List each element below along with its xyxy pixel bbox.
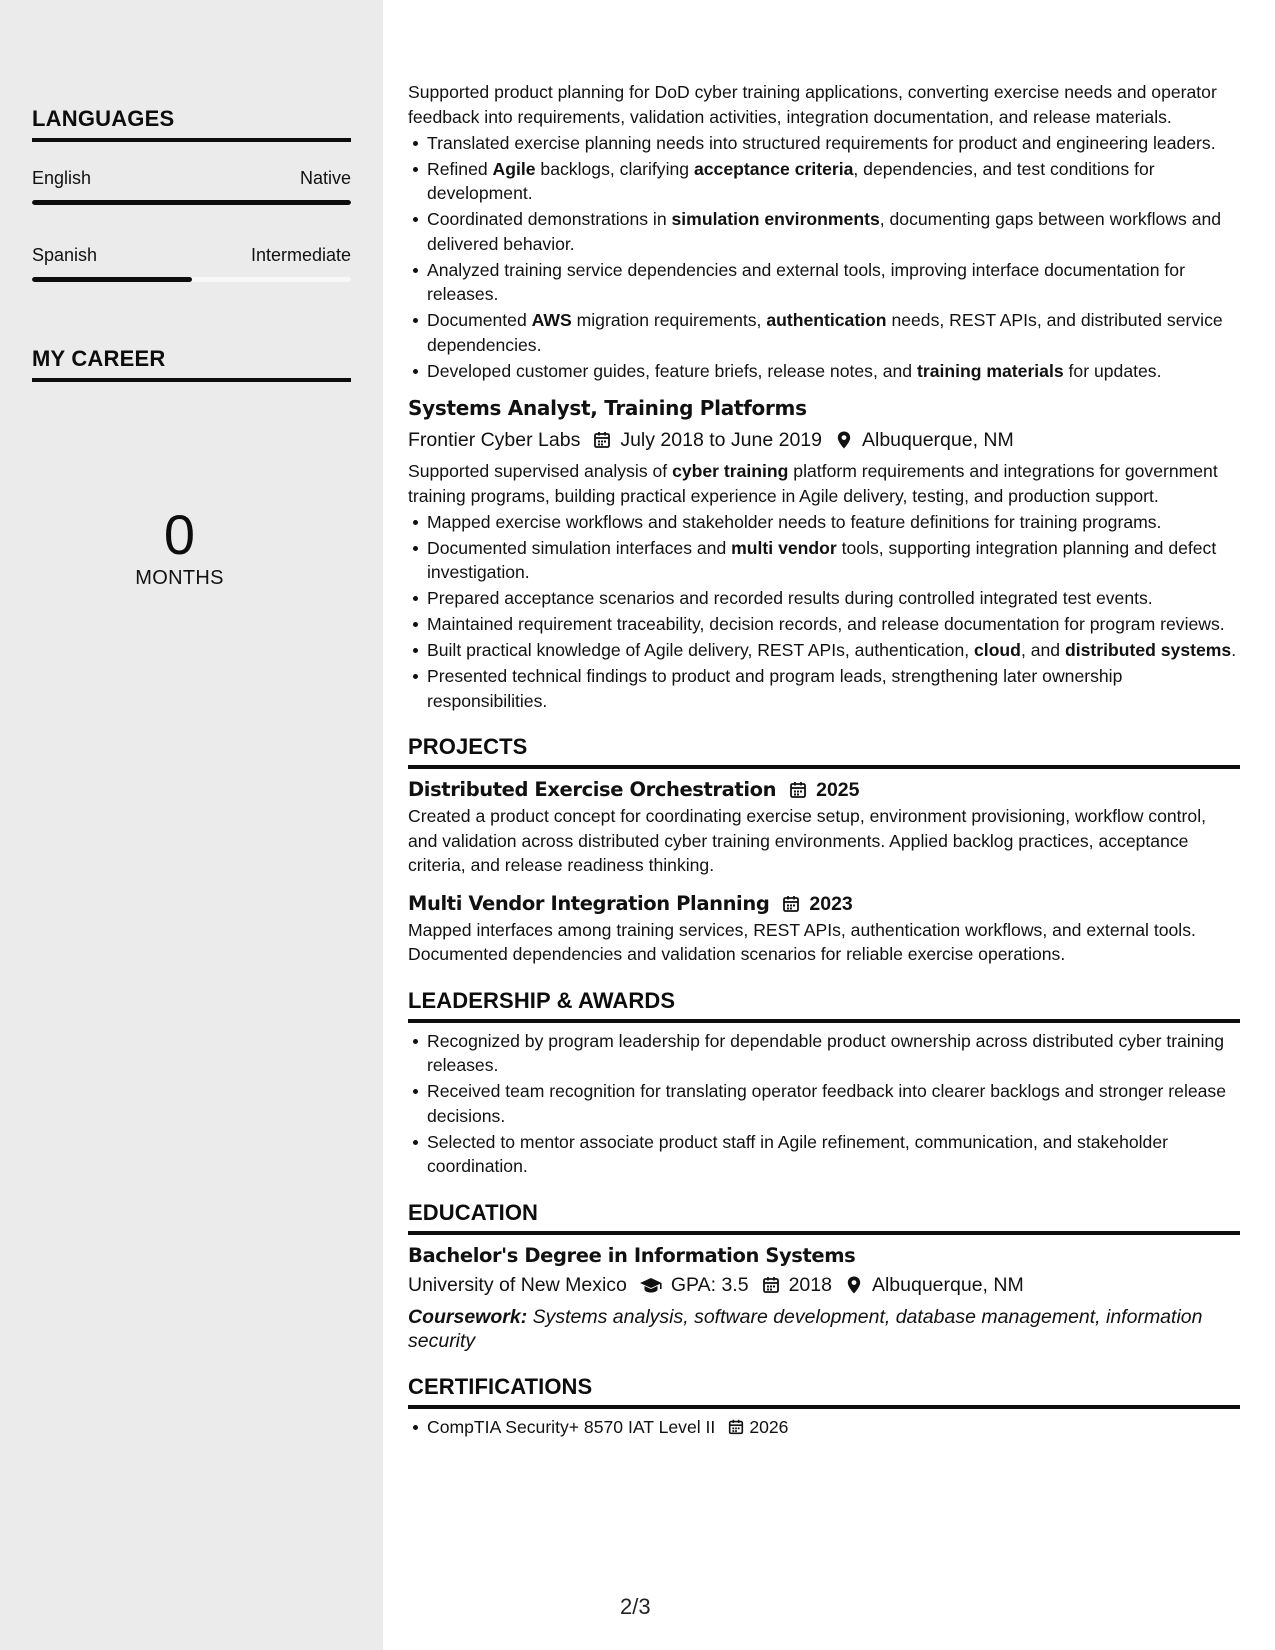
bullet-item: Presented technical findings to product and program leads, strengthening later ownership responsibilities.: [408, 664, 1240, 713]
education-location: Albuquerque, NM: [871, 1273, 1024, 1296]
sidebar: [0, 0, 383, 1650]
career-heading: MY CAREER: [32, 346, 351, 382]
education-meta: [408, 1271, 1240, 1299]
map-pin-icon: [834, 430, 854, 450]
calendar-icon: [781, 894, 801, 914]
bullet-item: Recognized by program leadership for dependable product ownership across distributed cyber training releases.: [408, 1029, 1240, 1078]
language-level: Native: [299, 168, 351, 188]
language-proficiency-fill: [32, 277, 192, 282]
project-year: 2023: [809, 892, 853, 915]
project-description: Mapped interfaces among training services, REST APIs, authentication workflows, and external tools. Documented dependencies and validation scenarios for reliable exercise operations.: [408, 919, 1196, 964]
coursework: [408, 1305, 1240, 1353]
career-counter: [32, 505, 327, 590]
education-gpa: GPA: 3.5: [670, 1273, 749, 1296]
coursework-text: Systems analysis, software development, database management, information security: [408, 1305, 1203, 1352]
career-section: [32, 346, 351, 382]
main-content: [408, 80, 1240, 1439]
project-title-row: [408, 776, 1240, 804]
job2-summary: Supported supervised analysis of cyber training platform requirements and integrations for government training programs, building practical experience in Agile delivery, testing, and production support.: [408, 461, 1218, 506]
bullet-item: Built practical knowledge of Agile delivery, REST APIs, authentication, cloud, and distributed systems.: [408, 638, 1240, 663]
career-months-number: 0: [163, 503, 196, 566]
bullet-item: Maintained requirement traceability, decision records, and release documentation for program reviews.: [408, 612, 1240, 637]
school-name: University of New Mexico: [408, 1273, 627, 1296]
job2-bullets: [408, 510, 1240, 714]
calendar-icon: [592, 430, 612, 450]
certification-year: 2026: [749, 1416, 789, 1437]
page-number: 2/3: [620, 1594, 651, 1619]
job2-company: Frontier Cyber Labs: [408, 429, 581, 451]
career-months-unit: MONTHS: [135, 567, 224, 589]
job2-title: Systems Analyst, Training Platforms: [408, 396, 807, 420]
project-title: Distributed Exercise Orchestration: [408, 778, 777, 801]
leadership-bullets: [408, 1029, 1240, 1179]
language-proficiency-bar: [32, 277, 351, 282]
bullet-item: Coordinated demonstrations in simulation environments, documenting gaps between workflows and delivered behavior.: [408, 207, 1240, 256]
project-description: Created a product concept for coordinating exercise setup, environment provisioning, workflow control, and validation across distributed cyber training environments. Applied backlog practices, acceptance criteria, and release readiness thinking.: [408, 806, 1206, 875]
language-name: Spanish: [32, 245, 98, 265]
bullet-item: Documented simulation interfaces and multi vendor tools, supporting integration planning and defect investigation.: [408, 536, 1240, 585]
languages-section: [32, 106, 351, 282]
education-year: 2018: [788, 1273, 832, 1296]
job2-location: Albuquerque, NM: [861, 429, 1014, 451]
bullet-item: Mapped exercise workflows and stakeholder needs to feature definitions for training programs.: [408, 510, 1240, 535]
language-proficiency-fill: [32, 200, 351, 205]
language-item-english: [32, 166, 351, 205]
project-year: 2025: [816, 779, 860, 801]
certifications-heading: CERTIFICATIONS: [408, 1373, 1240, 1409]
job2-dates: July 2018 to June 2019: [620, 429, 822, 451]
bullet-item: Selected to mentor associate product staff in Agile refinement, communication, and stakeholder coordination.: [408, 1130, 1240, 1179]
certification-item: [408, 1415, 1240, 1440]
bullet-item: Translated exercise planning needs into structured requirements for product and engineering leaders.: [408, 131, 1240, 156]
leadership-heading: LEADERSHIP & AWARDS: [408, 987, 1240, 1023]
calendar-icon: [761, 1275, 781, 1295]
language-level: Intermediate: [250, 245, 351, 265]
bullet-item: Analyzed training service dependencies and external tools, improving interface documentation for releases.: [408, 258, 1240, 307]
certifications-list: [408, 1415, 1240, 1440]
projects-heading: PROJECTS: [408, 733, 1240, 769]
bullet-item: Documented AWS migration requirements, authentication needs, REST APIs, and distributed service dependencies.: [408, 308, 1240, 357]
job2-meta: [408, 426, 1240, 454]
language-proficiency-bar: [32, 200, 351, 205]
coursework-label: Coursework:: [408, 1305, 528, 1328]
bullet-item: Developed customer guides, feature briefs, release notes, and training materials for updates.: [408, 359, 1240, 384]
bullet-item: Prepared acceptance scenarios and recorded results during controlled integrated test events.: [408, 586, 1240, 611]
calendar-icon: [727, 1418, 745, 1436]
bullet-item: Received team recognition for translating operator feedback into clearer backlogs and stronger release decisions.: [408, 1079, 1240, 1128]
graduation-cap-icon: [639, 1275, 663, 1295]
education-heading: EDUCATION: [408, 1199, 1240, 1235]
job1-summary: Supported product planning for DoD cyber training applications, converting exercise needs and operator feedback into requirements, validation activities, integration documentation, and release materials.: [408, 82, 1217, 127]
language-item-spanish: [32, 243, 351, 282]
map-pin-icon: [844, 1275, 864, 1295]
project-title: Multi Vendor Integration Planning: [408, 891, 770, 915]
bullet-item: Refined Agile backlogs, clarifying acceptance criteria, dependencies, and test conditions for development.: [408, 157, 1240, 206]
calendar-icon: [788, 780, 808, 800]
degree-title: Bachelor's Degree in Information Systems: [408, 1243, 856, 1267]
language-name: English: [32, 168, 92, 188]
certification-name: CompTIA Security+ 8570 IAT Level II: [427, 1416, 716, 1437]
project-title-row: [408, 890, 1240, 918]
job1-bullets: [408, 131, 1240, 384]
languages-heading: LANGUAGES: [32, 106, 351, 142]
